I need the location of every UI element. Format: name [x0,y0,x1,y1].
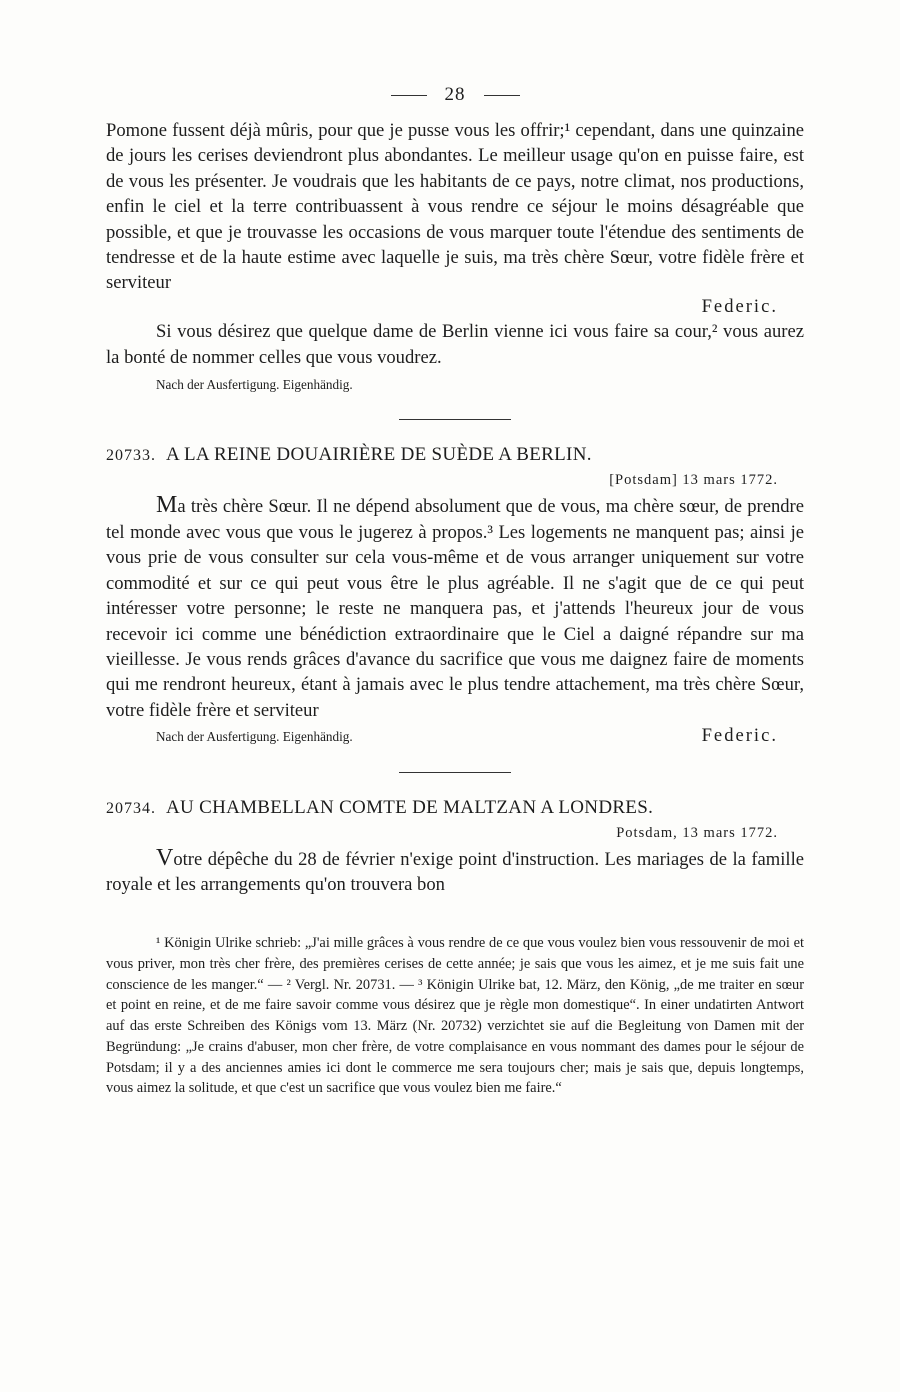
letter-heading [106,795,804,822]
footnote-text: ¹ Königin Ulrike schrieb: „J'ai mille grâces à vous rendre de ce que vous voulez bien vous ressouvenir de moi et vous priver, mon très cher frère, des premières cerises de cette année; je sais que vous les aimez, et je me suis fait une conscience de les manger.“ — ² Vergl. Nr. 20731. — ³ Königin Ulrike bat, 12. März, den König, „de me traiter en sœur et point en reine, et de me faire savoir comme vous désirez que je règle mon domestique“. In einer undatirten Antwort auf das erste Schreiben des Königs vom 13. März (Nr. 20732) verzichtet sie auf die Begleitung von Damen mit der Begründung: „Je crains d'abuser, mon cher frère, de votre complaisance en vous nommant des dames pour le séjour de Potsdam; il y a des anciennes amies ici dont le commerce me sera toujours cher; mais je sais que, depuis longtemps, vous aimez la solitude, et que c'est un sacrifice que vous voulez bien me faire.“ [106,935,804,1097]
source-note: Nach der Ausfertigung. Eigenhändig. [156,377,353,393]
signature: Federic. [701,295,778,317]
letter-title: A LA REINE DOUAIRIÈRE DE SUÈDE A BERLIN. [166,444,592,466]
drop-initial: M [156,492,178,519]
document-page [106,84,804,1099]
postscript-paragraph: Si vous désirez que quelque dame de Berlin vienne ici vous faire sa cour,² vous aurez la bonté de nommer celles que vous voudrez. [106,321,804,368]
section-divider [399,772,511,773]
continuation-paragraph: Pomone fussent déjà mûris, pour que je pusse vous les offrir;¹ cependant, dans une quinzaine de jours les cerises deviendront plus abondantes. Le meilleur usage qu'on en puisse faire, est de vous les présenter. Je voudrais que les habitants de ce pays, notre climat, nos productions, enfin le ciel et la terre contribuassent à vous rendre ce séjour le moins désagréable que possible, et que je trouvasse les occasions de vous marquer toute l'étendue des sentiments de tendresse et de la haute estime avec laquelle je suis, ma très chère Sœur, votre fidèle frère et serviteur [106,120,804,294]
letter-paragraph [106,493,804,723]
main-text [106,118,804,897]
footnotes [106,933,804,1099]
section-divider [399,419,511,420]
letter-title: AU CHAMBELLAN COMTE DE MALTZAN A LONDRES. [166,796,654,818]
page-number-line [106,84,804,112]
letter-heading [106,442,804,469]
page-number-dash-right [484,95,520,96]
letter-text: otre dépêche du 28 de février n'exige point d'instruction. Les mariages de la famille royale et les arrangements qu'on trouvera bon [106,848,804,895]
letter-paragraph [106,846,804,898]
page-number: 28 [444,84,466,105]
page-number-dash-left [391,95,427,96]
signature: Federic. [701,725,778,747]
letter-number: 20733. [106,447,156,465]
source-note: Nach der Ausfertigung. Eigenhändig. [156,729,353,745]
letter-dateline: [Potsdam] 13 mars 1772. [609,472,778,489]
letter-number: 20734. [106,799,156,817]
source-signature-line [106,723,804,749]
letter-dateline: Potsdam, 13 mars 1772. [616,824,778,841]
letter-text: a très chère Sœur. Il ne dépend absolument que de vous, ma chère sœur, de prendre tel monde avec vous que vous le jugerez à propos.³ Les logements ne manquent pas; ainsi je vous prie de vous consulter sur cela vous-même et de vous arranger uniquement sur votre commodité et sur ce qui peut vous être le plus agréable. Il ne s'agit que de ce qui peut intéresser votre personne; le reste ne manquera pas, et j'attends l'heureux jour de vous recevoir ici comme une bénédiction extraordinaire que le Ciel a daigné répandre sur ma vieillesse. Je vous rends grâces d'avance du sacrifice que vous me daignez faire de moments qui me rendront heureux, étant à jamais avec le plus tendre attachement, ma très chère Sœur, votre fidèle frère et serviteur [106,496,804,721]
drop-initial: V [156,844,174,871]
